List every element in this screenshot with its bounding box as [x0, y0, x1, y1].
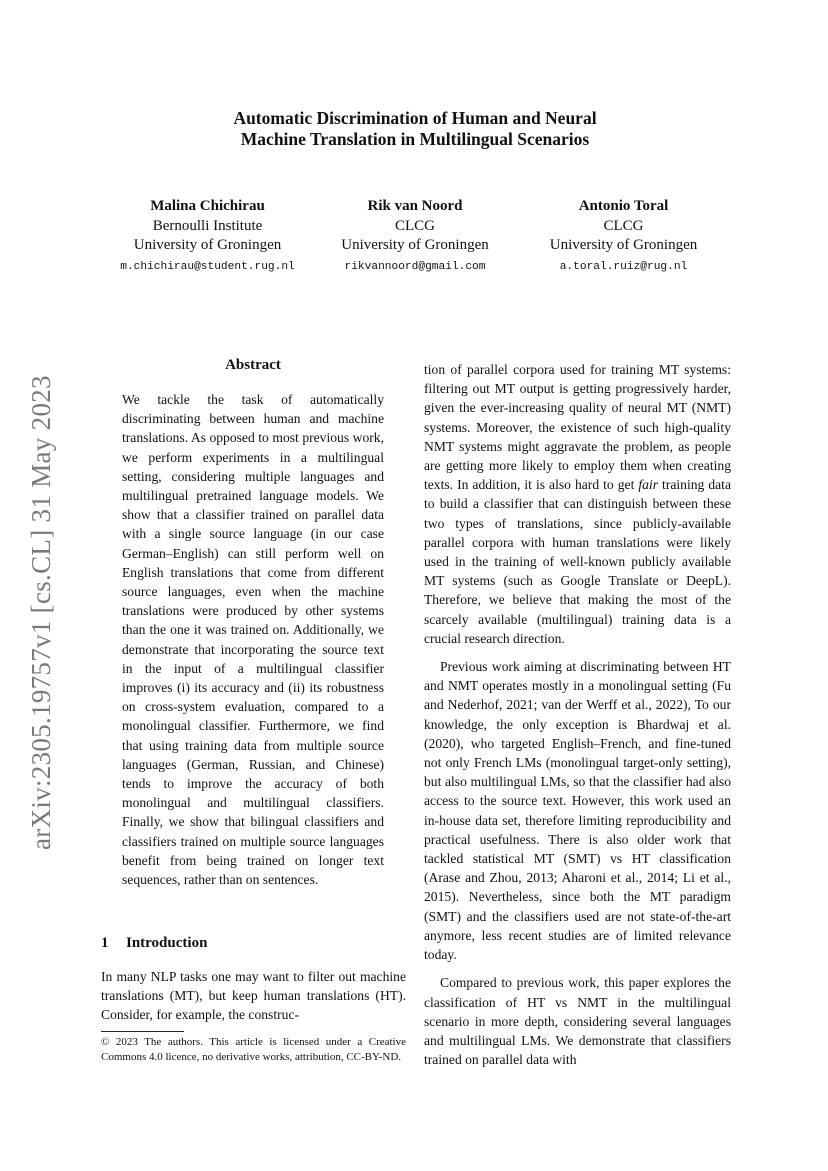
right-p1-part-b: training data to build a classifier that can distinguish between these two types of translations, since publicly-available parallel corpora with human translations were likely used in the training of well-known publicly available MT systems (such as Google Translate or DeepL). Therefore, we believe that making the most of the scarcely available (multilingual) training data is a crucial research direction.: [424, 477, 731, 646]
author-email: rikvannoord@gmail.com: [344, 260, 486, 273]
author-affiliation: CLCG: [394, 217, 435, 234]
introduction-body: [101, 967, 406, 1025]
right-paragraph-2: Previous work aiming at discriminating between HT and NMT operates mostly in a monolingual setting (Fu and Nederhof, 2021; van der Werff et al., 2022), To our knowledge, the only exception is Bhardwaj et al. (2020), who targeted English–French, and fine-tuned not only French LMs (monolingual target-only setting), but also multilingual LMs, so that the classifier had also access to the source text. However, this work used an in-house data set, therefore limiting reproducibility and practical usefulness. There is also older work that tackled statistical MT (SMT) vs HT classification (Arase and Zhou, 2013; Aharoni et al., 2014; Li et al., 2015). Nevertheless, since both the MT paradigm (SMT) and the classifiers used are not state-of-the-art anymore, less recent studies are of limited relevance today.: [424, 659, 731, 963]
author-email: m.chichirau@student.rug.nl: [120, 260, 295, 273]
author-university: University of Groningen: [549, 237, 698, 253]
author-block-3: [536, 197, 711, 277]
section-number: 1: [101, 935, 109, 951]
right-p1-part-a: tion of parallel corpora used for training MT systems: filtering out MT output is getting progressively harder, given the ever-increasing quality of neural MT (NMT) systems. Moreover, the existence of such high-quality NMT systems might aggravate the problem, as people are getting more likely to employ them when creating texts. In addition, it is also hard to get: [424, 362, 731, 493]
abstract-heading: Abstract: [225, 357, 281, 373]
right-column: [424, 360, 731, 1069]
author-name: Antonio Toral: [578, 198, 669, 214]
right-paragraph-1: [424, 360, 731, 648]
author-block-2: [330, 197, 500, 277]
author-block-1: [100, 197, 315, 277]
title-line-2: Machine Translation in Multilingual Scenarios: [240, 129, 590, 149]
author-name: Rik van Noord: [367, 198, 463, 214]
title-line-1: Automatic Discrimination of Human and Neural: [233, 108, 597, 128]
right-paragraph-3: Compared to previous work, this paper explores the classification of HT vs NMT in the multilingual scenario in more depth, considering several languages and multilingual LMs. We demonstrate that classifiers trained on parallel data with: [424, 975, 731, 1068]
arxiv-stamp: [19, 355, 59, 850]
paper-title: [100, 108, 730, 150]
arxiv-stamp-text: arXiv:2305.19757v1 [cs.CL] 31 May 2023: [26, 375, 56, 850]
author-affiliation: Bernoulli Institute: [152, 217, 263, 234]
intro-paragraph: In many NLP tasks one may want to filter out machine translations (MT), but keep human translations (HT). Consider, for example, the construc-: [101, 969, 406, 1023]
author-email: a.toral.ruiz@rug.nl: [559, 260, 688, 273]
footnote-rule: [101, 1031, 184, 1032]
footnote: © 2023 The authors. This article is licensed under a Creative Commons 4.0 licence, no derivative works, attribution, CC-BY-ND.: [101, 1036, 406, 1063]
author-university: University of Groningen: [133, 237, 282, 253]
section-title: Introduction: [126, 935, 208, 951]
section-heading-introduction: [101, 935, 207, 952]
emphasis-fair: fair: [638, 477, 659, 493]
abstract-text: We tackle the task of automatically discriminating between human and machine translations. As opposed to most previous work, we perform experiments in a multilingual setting, considering multiple languages and multilingual pretrained language models. We show that a classifier trained on parallel data with a single source language (in our case German–English) can still perform well on English translations that come from different source languages, even when the machine translations were produced by other systems than the one it was trained on. Additionally, we demonstrate that incorporating the source text in the input of a multilingual classifier improves (i) its accuracy and (ii) its robustness on cross-system evaluation, compared to a monolingual classifier. Furthermore, we find that using training data from multiple source languages (German, Russian, and Chinese) tends to improve the accuracy of both monolingual and multilingual classifiers. Finally, we show that bilingual classifiers and classifiers trained on multiple source languages benefit from being trained on longer text sequences, rather than on sentences.: [122, 392, 384, 888]
author-affiliation: CLCG: [603, 217, 644, 234]
author-name: Malina Chichirau: [150, 198, 265, 214]
abstract-body: [122, 390, 384, 889]
author-university: University of Groningen: [341, 237, 489, 253]
